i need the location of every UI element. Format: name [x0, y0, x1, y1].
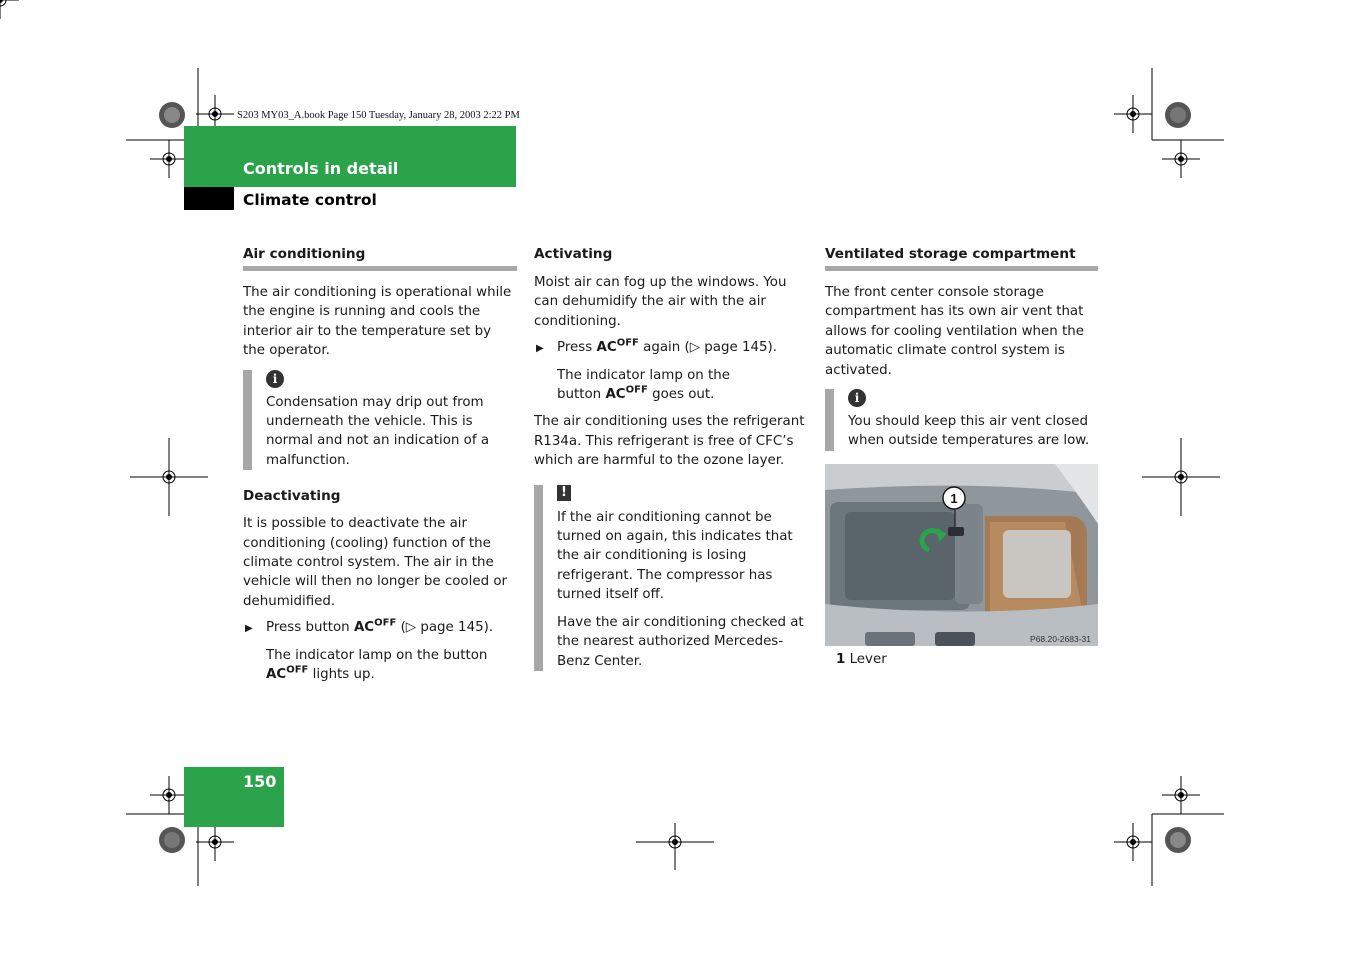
- column-activating: [534, 246, 808, 671]
- photo-callout-1: 1: [950, 491, 958, 506]
- section-title: Controls in detail: [243, 159, 399, 178]
- storage-compartment-photo: [825, 464, 1098, 646]
- note-text: You should keep this air vent closed when outside temperatures are low.: [848, 414, 1090, 449]
- activate-result: The indicator lamp on the button $AC^{OFF}$ goes out.: [557, 367, 730, 403]
- bullet-arrow-icon: ▶: [536, 343, 544, 355]
- column-ventilated-storage: [825, 246, 1098, 451]
- ac-off-button-label: $AC^{OFF}$: [266, 664, 309, 683]
- heading-deactivating: Deactivating: [243, 488, 341, 505]
- deactivate-result: The indicator lamp on the button $AC^{OFF}$ lights up.: [266, 647, 488, 683]
- note-text: Condensation may drip out from underneath the vehicle. This is normal and not an indication of a malfunction.: [266, 394, 490, 468]
- storage-intro: The front center console storage compartment has its own air vent that allows for cooling ventilation when the automatic climate control system is activated.: [825, 285, 1084, 378]
- activating-intro: Moist air can fog up the windows. You can dehumidify the air with the air conditioning.: [534, 275, 787, 329]
- bullet-arrow-icon: ▶: [245, 623, 253, 635]
- caption-number: 1: [836, 652, 846, 667]
- book-info-line: S203 MY03_A.book Page 150 Tuesday, January 28, 2003 2:22 PM: [237, 110, 520, 121]
- refrigerant-text: The air conditioning uses the refrigerant R134a. This refrigerant is free of CFC’s which are harmful to the ozone layer.: [534, 414, 805, 469]
- activate-step: ▶ Press $AC^{OFF}$ again (▷ page 145).: [534, 338, 808, 357]
- ac-off-button-label: $AC^{OFF}$: [596, 337, 639, 356]
- warning-icon: !: [557, 485, 571, 501]
- info-icon: i: [266, 370, 284, 388]
- photo-caption: [836, 652, 887, 667]
- photo-code: P68.20-2683-31: [1030, 634, 1091, 644]
- subsection-title: Climate control: [243, 191, 377, 209]
- heading-ventilated-storage: Ventilated storage compartment: [825, 246, 1098, 271]
- deactivating-text: It is possible to deactivate the air conditioning (cooling) function of the climate control system. The air in the vehicle will then no longer be cooled or dehumidified.: [243, 516, 508, 609]
- page-number: 150: [243, 772, 277, 791]
- header-tab-marker: [184, 187, 234, 210]
- ac-off-button-label: $AC^{OFF}$: [353, 617, 397, 636]
- info-note: [243, 370, 517, 471]
- column-air-conditioning: [243, 246, 517, 685]
- warning-text-2: Have the air conditioning checked at the nearest authorized Mercedes-Benz Center.: [557, 614, 804, 669]
- heading-air-conditioning: Air conditioning: [243, 246, 517, 271]
- deactivate-step: ▶ Press button $AC^{OFF}$ (▷ page 145).: [243, 618, 517, 637]
- warning-text-1: If the air conditioning cannot be turned on again, this indicates that the air conditioning is losing refrigerant. The compressor has turned itself off.: [557, 509, 793, 603]
- info-note: [825, 389, 1098, 451]
- intro-text: The air conditioning is operational while the engine is running and cools the interior air to the temperature set by the operator.: [243, 285, 512, 359]
- info-icon: i: [848, 389, 866, 407]
- caption-text: Lever: [845, 652, 887, 667]
- ac-off-button-label: $AC^{OFF}$: [605, 384, 648, 403]
- heading-activating: Activating: [534, 246, 613, 262]
- warning-note: [534, 485, 808, 671]
